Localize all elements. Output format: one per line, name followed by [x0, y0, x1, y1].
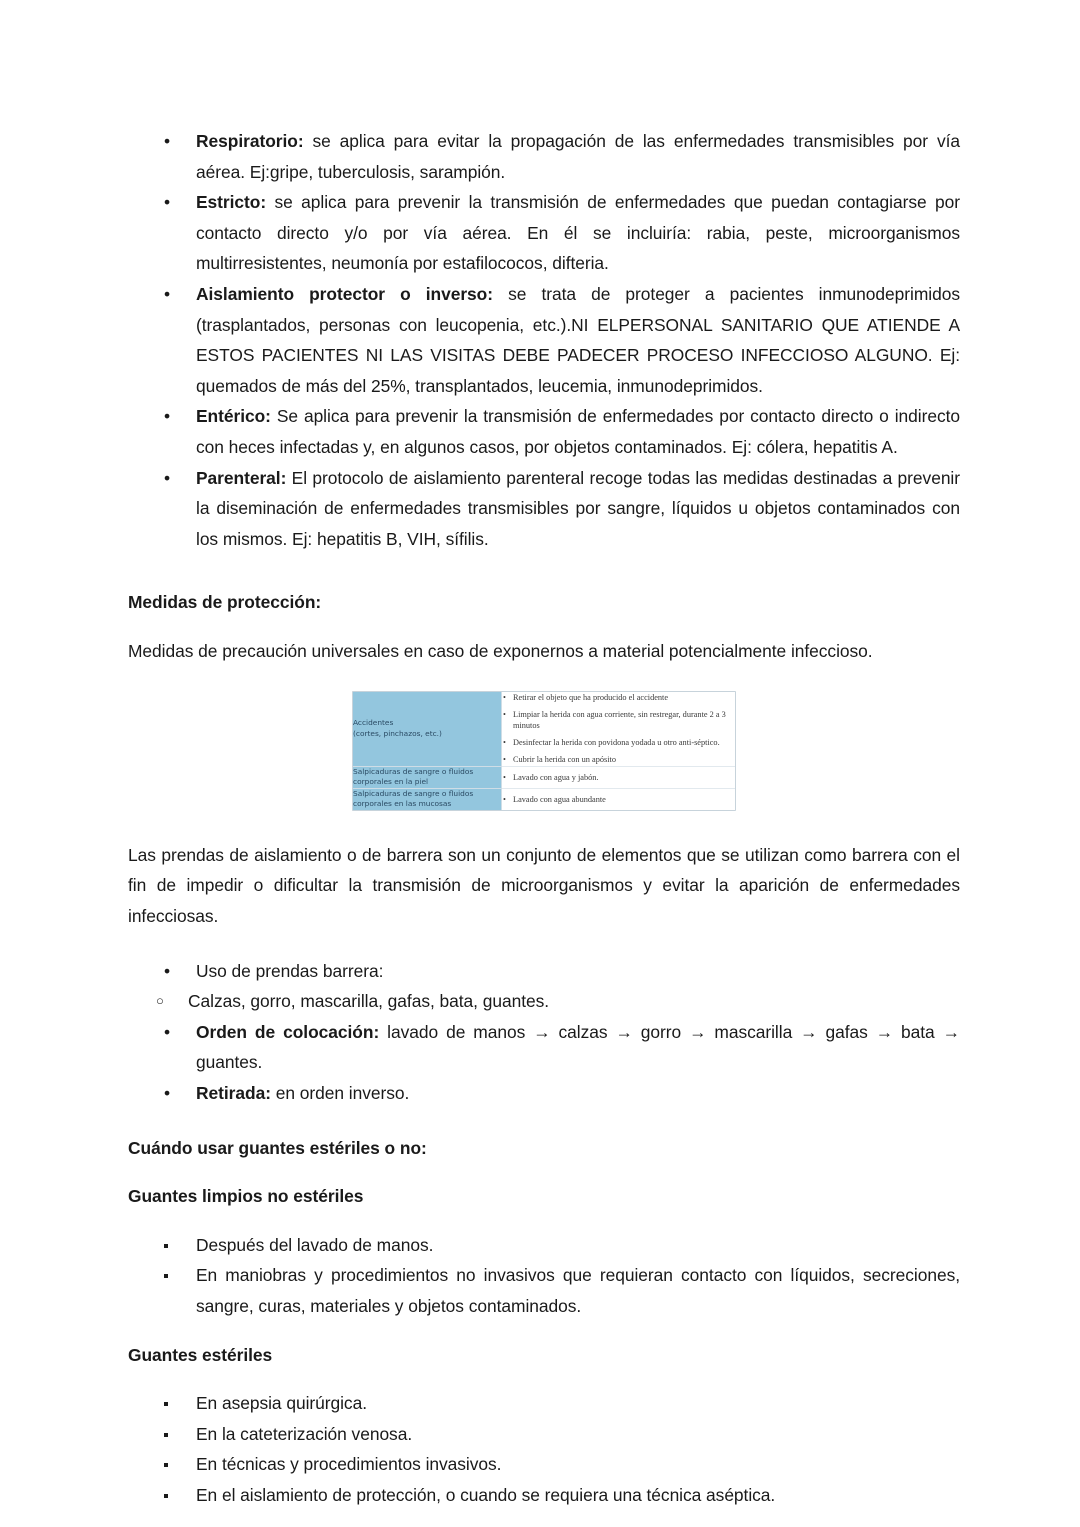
- table-row-actions: [502, 788, 736, 810]
- gloves-sterile-list: [128, 1388, 960, 1510]
- list-item-term: Aislamiento protector o inverso:: [196, 283, 493, 304]
- accident-table: [353, 692, 735, 810]
- table-action-item: • Desinfectar la herida con povidona yodada u otro anti-séptico.: [502, 737, 735, 748]
- isolation-types-list: [128, 126, 960, 554]
- gloves-clean-list: [128, 1230, 960, 1322]
- spacer: [128, 810, 960, 840]
- protection-heading: Medidas de protección:: [128, 592, 322, 613]
- list-item: [128, 401, 960, 462]
- gloves-heading: Cuándo usar guantes estériles o no:: [128, 1137, 427, 1158]
- list-item: [128, 279, 960, 401]
- accident-table-figure: [128, 692, 960, 810]
- table-row-label: [353, 788, 502, 810]
- spacer: [128, 932, 960, 956]
- table-row: [353, 766, 735, 788]
- barrier-list-continued: [128, 1017, 960, 1109]
- table-action-item: • Limpiar la herida con agua corriente, sin restregar, durante 2 a 3 minutos: [502, 709, 735, 731]
- spacer: [128, 1109, 960, 1133]
- table-row-label-line2: corporales en las mucosas: [353, 799, 452, 809]
- table-row: [353, 692, 735, 767]
- list-item-text: Uso de prendas barrera:: [196, 960, 384, 981]
- list-item-term: Entérico:: [196, 406, 271, 427]
- table-action-item: • Lavado con agua abundante: [502, 794, 735, 805]
- list-item-text: Calzas, gorro, mascarilla, gafas, bata, guantes.: [188, 991, 550, 1012]
- list-item-term: Parenteral:: [196, 467, 287, 488]
- spacer: [128, 1212, 960, 1230]
- table-row-label-line2: corporales en la piel: [353, 777, 429, 787]
- list-item: En la cateterización venosa.: [128, 1419, 960, 1450]
- list-item-text: se trata de proteger a pacientes inmunodeprimidos (trasplantados, personas con leucopenia, etc.).NI ELPERSONAL SANITARIO QUE ATIENDE A ESTOS PACIENTES NI LAS VISITAS DEBE PADECER PROCESO INFECCIOSO ALGUNO. Ej: quemados de más del 25%, transplantados, leucemia, inmunodeprimidos.: [196, 283, 960, 396]
- list-item: [128, 463, 960, 555]
- protection-intro: Medidas de precaución universales en caso de exponernos a material potencialmente infeccioso.: [128, 640, 873, 661]
- list-item-term: Estricto:: [196, 192, 267, 213]
- table-action-item: • Cubrir la herida con un apósito: [502, 754, 735, 765]
- list-item-text: Se aplica para prevenir la transmisión de enfermedades por contacto directo o indirecto con heces infectadas y, en algunos casos, por objetos contaminados. Ej: cólera, hepatitis A.: [196, 406, 960, 457]
- table-row-label: [353, 692, 502, 767]
- table-row: [353, 788, 735, 810]
- list-item: [128, 956, 960, 987]
- table-action-list: [502, 794, 735, 805]
- table-row-label-line2: (cortes, pinchazos, etc.): [353, 728, 442, 738]
- table-action-list: [502, 772, 735, 783]
- spacer: [128, 618, 960, 636]
- list-item: Después del lavado de manos.: [128, 1230, 960, 1261]
- table-row-actions: [502, 766, 736, 788]
- gloves-sterile-heading: Guantes estériles: [128, 1344, 273, 1365]
- list-item: [128, 187, 960, 279]
- spacer: [128, 1322, 960, 1340]
- spacer: [128, 1163, 960, 1181]
- list-item: [128, 1017, 960, 1078]
- list-item-text: se aplica para prevenir la transmisión de enfermedades que puedan contagiarse por contacto directo y/o por vía aérea. En él se incluiría: rabia, peste, microorganismos multirresistentes, neumonía por estafilococos, difteria.: [196, 192, 960, 274]
- list-item: En maniobras y procedimientos no invasivos que requieran contacto con líquidos, secreciones, sangre, curas, materiales y objetos contaminados.: [128, 1260, 960, 1321]
- list-item: En asepsia quirúrgica.: [128, 1388, 960, 1419]
- spacer: [128, 554, 960, 587]
- table-row-actions: [502, 692, 736, 767]
- list-item: En el aislamiento de protección, o cuando se requiera una técnica aséptica.: [128, 1480, 960, 1511]
- table-row-label-line1: Salpicaduras de sangre o fluidos: [353, 788, 474, 798]
- list-item-text: en orden inverso.: [270, 1083, 410, 1104]
- gloves-clean-heading: Guantes limpios no estériles: [128, 1186, 364, 1207]
- list-item-text: El protocolo de aislamiento parenteral recoge todas las medidas destinadas a prevenir la diseminación de enfermedades transmisibles por sangre, líquidos u objetos contaminados con los mismos. Ej: hepatitis B, VIH, sífilis.: [196, 467, 960, 549]
- table-action-list: [502, 692, 735, 766]
- list-item-term: Retirada:: [196, 1083, 271, 1104]
- spacer: [128, 1370, 960, 1388]
- barrier-sublist: [128, 986, 960, 1017]
- table-action-item: • Retirar el objeto que ha producido el accidente: [502, 692, 735, 703]
- barrier-paragraph: Las prendas de aislamiento o de barrera son un conjunto de elementos que se utilizan como barrera con el fin de impedir o dificultar la transmisión de microorganismos y evitar la aparición de enfermedades infecciosas.: [128, 844, 960, 927]
- barrier-list: [128, 956, 960, 987]
- table-row-label: [353, 766, 502, 788]
- list-item-text: lavado de manos → calzas → gorro → mascarilla → gafas → bata → guantes.: [196, 1021, 960, 1073]
- list-item: En técnicas y procedimientos invasivos.: [128, 1449, 960, 1480]
- list-item-term: Respiratorio:: [196, 131, 304, 151]
- table-action-item: • Lavado con agua y jabón.: [502, 772, 735, 783]
- table-row-label-line1: Salpicaduras de sangre o fluidos: [353, 766, 474, 776]
- document-content: [128, 126, 960, 1511]
- list-item-term: Orden de colocación:: [196, 1021, 380, 1042]
- list-item: [128, 986, 960, 1017]
- list-item: [128, 1078, 960, 1109]
- list-item-text: se aplica para evitar la propagación de las enfermedades transmisibles por vía aérea. Ej:gripe, tuberculosis, sarampión.: [196, 131, 960, 182]
- list-item: [128, 126, 960, 187]
- table-row-label-line1: Accidentes: [353, 717, 394, 727]
